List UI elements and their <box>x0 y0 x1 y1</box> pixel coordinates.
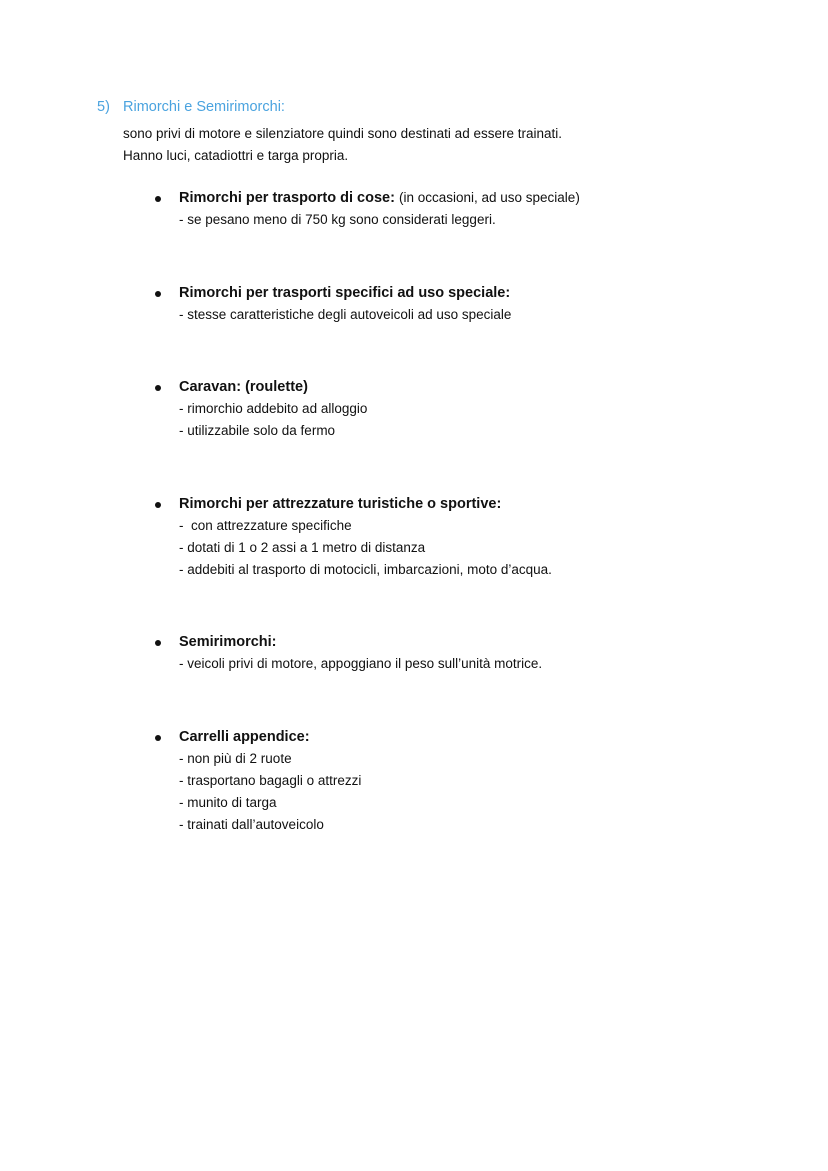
item-lines <box>179 209 496 231</box>
item-title: Semirimorchi: <box>179 634 277 650</box>
item-line: - rimorchio addebito ad alloggio <box>179 401 368 416</box>
item-note: (in occasioni, ad uso speciale) <box>398 190 580 205</box>
item-line: - trasportano bagagli o attrezzi <box>179 773 362 788</box>
bullet-icon <box>155 640 161 646</box>
section-heading <box>97 99 285 115</box>
item-line: - non più di 2 ruote <box>179 751 292 766</box>
item-line: - veicoli privi di motore, appoggiano il peso sull’unità motrice. <box>179 656 543 671</box>
item-line: - se pesano meno di 750 kg sono considerati leggeri. <box>179 212 496 227</box>
item-line: - stesse caratteristiche degli autoveicoli ad uso speciale <box>179 307 512 322</box>
item-lines <box>179 748 361 836</box>
item-lines <box>179 515 552 581</box>
item-title: Rimorchi per trasporti specifici ad uso speciale: <box>179 285 511 301</box>
item-lines <box>179 653 542 675</box>
bullet-icon <box>155 735 161 741</box>
section-title: Rimorchi e Semirimorchi: <box>123 99 285 115</box>
item-line: - dotati di 1 o 2 assi a 1 metro di distanza <box>179 540 426 555</box>
item-title: Rimorchi per trasporto di cose: (in occasioni, ad uso speciale) <box>179 190 580 206</box>
item-line: - utilizzabile solo da fermo <box>179 423 336 438</box>
item-lines <box>179 398 367 442</box>
item-title: Caravan: (roulette) <box>179 379 308 395</box>
item-line: - munito di targa <box>179 795 277 810</box>
section-intro <box>123 123 562 167</box>
intro-line: sono privi di motore e silenziatore quindi sono destinati ad essere trainati. <box>123 126 562 141</box>
item-lines <box>179 304 511 326</box>
item-line: - con attrezzature specifiche <box>179 518 352 533</box>
item-title: Carrelli appendice: <box>179 729 310 745</box>
item-line: - addebiti al trasporto di motocicli, imbarcazioni, moto d’acqua. <box>179 562 552 577</box>
bullet-icon <box>155 502 161 508</box>
bullet-icon <box>155 291 161 297</box>
intro-line: Hanno luci, catadiottri e targa propria. <box>123 148 349 163</box>
section-number: 5) <box>97 99 110 115</box>
item-title: Rimorchi per attrezzature turistiche o sportive: <box>179 496 502 512</box>
bullet-icon <box>155 385 161 391</box>
item-line: - trainati dall’autoveicolo <box>179 817 324 832</box>
bullet-icon <box>155 196 161 202</box>
